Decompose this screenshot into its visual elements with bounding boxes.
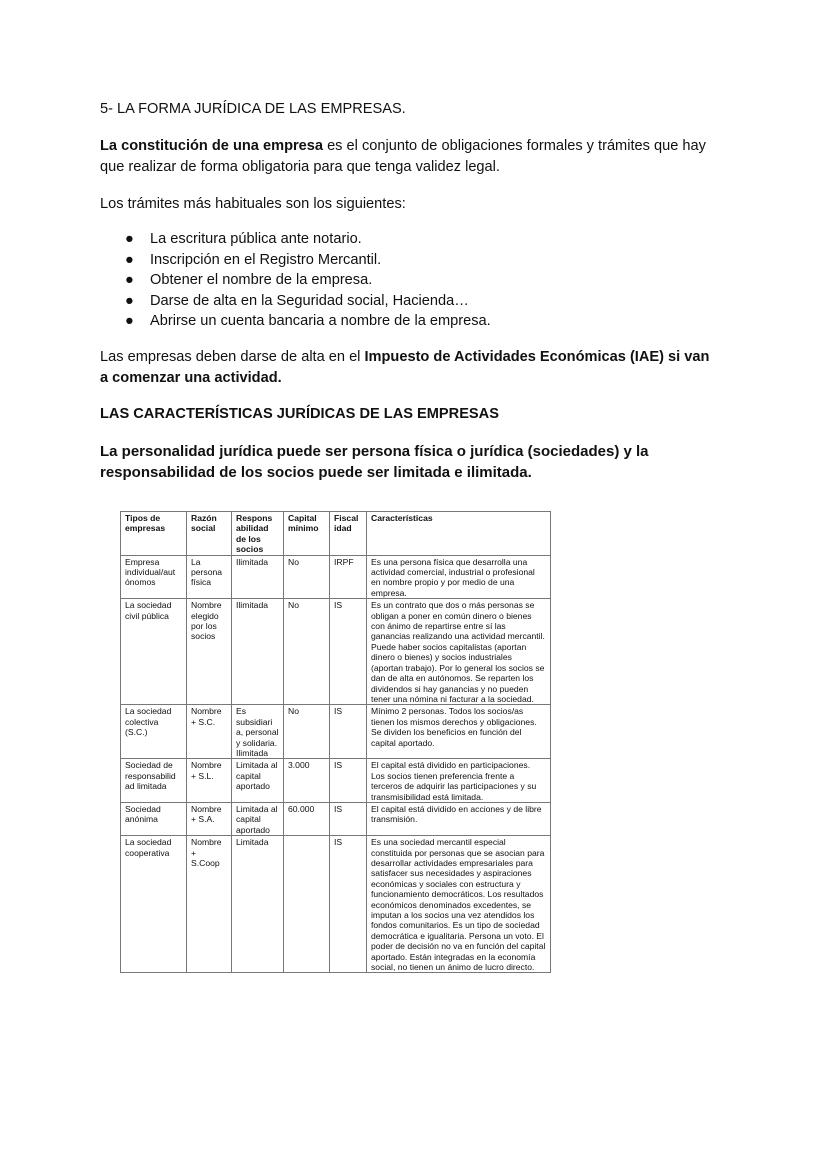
document-title: 5- LA FORMA JURÍDICA DE LAS EMPRESAS.: [100, 101, 406, 117]
cell-capital-minimo: [284, 836, 330, 973]
cell-responsabilidad: Limitada al capital aportado: [232, 759, 284, 803]
cell-razon-social: Nombre elegido por los socios: [187, 599, 232, 705]
table-header-row: [121, 512, 551, 556]
header-capital-minimo: Capital mínimo: [284, 512, 330, 556]
bullet-icon: ●: [125, 292, 134, 309]
cell-tipo: Sociedad de responsabilid ad limitada: [121, 759, 187, 803]
bullet-icon: ●: [125, 272, 134, 288]
cell-fiscalidad: IS: [330, 759, 367, 803]
tramite-item: [125, 291, 491, 312]
cell-capital-minimo: No: [284, 599, 330, 705]
cell-responsabilidad: Ilimitada: [232, 555, 284, 599]
cell-tipo: Empresa individual/aut ónomos: [121, 555, 187, 599]
cell-fiscalidad: IS: [330, 836, 367, 973]
tramite-item: [125, 270, 491, 291]
section-heading: LAS CARACTERÍSTICAS JURÍDICAS DE LAS EMPRESAS: [100, 406, 499, 422]
table-row: [121, 599, 551, 705]
cell-caracteristicas: Es una persona física que desarrolla una actividad comercial, industrial o profesional en nombre propio y por medio de una empresa.: [367, 555, 551, 599]
cell-capital-minimo: 3.000: [284, 759, 330, 803]
tramite-text: Abrirse un cuenta bancaria a nombre de la empresa.: [150, 313, 491, 329]
cell-tipo: Sociedad anónima: [121, 802, 187, 835]
cell-razon-social: La persona física: [187, 555, 232, 599]
header-fiscalidad: Fiscal idad: [330, 512, 367, 556]
tramite-text: Darse de alta en la Seguridad social, Hacienda…: [150, 292, 469, 309]
bullet-icon: ●: [125, 231, 134, 247]
tramite-item: [125, 250, 491, 271]
cell-fiscalidad: IS: [330, 802, 367, 835]
header-tipo: Tipos de empresas: [121, 512, 187, 556]
table-row: [121, 802, 551, 835]
table-row: [121, 759, 551, 803]
bullet-icon: ●: [125, 313, 134, 329]
cell-capital-minimo: 60.000: [284, 802, 330, 835]
cell-capital-minimo: No: [284, 705, 330, 759]
iae-text: Las empresas deben darse de alta en el: [100, 349, 365, 365]
intro-paragraph: [100, 136, 720, 178]
cell-caracteristicas: El capital está dividido en acciones y de libre transmisión.: [367, 802, 551, 835]
tramite-item: [125, 229, 491, 250]
tramite-item: [125, 311, 491, 332]
table-row: [121, 555, 551, 599]
tramite-text: Inscripción en el Registro Mercantil.: [150, 251, 382, 268]
cell-tipo: La sociedad colectiva (S.C.): [121, 705, 187, 759]
legal-forms-table: [120, 511, 551, 973]
header-caracteristicas: Características: [367, 512, 551, 556]
tramites-list: [100, 229, 491, 332]
cell-responsabilidad: Limitada al capital aportado: [232, 802, 284, 835]
cell-responsabilidad: Limitada: [232, 836, 284, 973]
header-responsabilidad: Respons abilidad de los socios: [232, 512, 284, 556]
cell-caracteristicas: El capital está dividido en participaciones. Los socios tienen preferencia frente a terceros de adquirir las participaciones y su transmisibilidad está limitada.: [367, 759, 551, 803]
cell-responsabilidad: Ilimitada: [232, 599, 284, 705]
iae-bold: Impuesto de Actividades Económicas (IAE) si van a comenzar una actividad.: [100, 349, 710, 386]
cell-fiscalidad: IS: [330, 705, 367, 759]
tramite-text: La escritura pública ante notario.: [150, 231, 362, 247]
cell-caracteristicas: Mínimo 2 personas. Todos los socios/as tienen los mismos derechos y obligaciones. Se dividen los beneficios en función del capital aportado.: [367, 705, 551, 759]
header-razon-social: Razón social: [187, 512, 232, 556]
cell-fiscalidad: IRPF: [330, 555, 367, 599]
cell-razon-social: Nombre + S.C.: [187, 705, 232, 759]
cell-caracteristicas: Es un contrato que dos o más personas se obligan a poner en común dinero o bienes con ánimo de repartirse entre sí las ganancias realizando una actividad mercantil. Puede haber socios capitalistas (aportan dinero o bienes) y socios industriales (aportan trabajo). Por lo general los socios se dan de alta en autónomos. Se reparten los dividendos si hay ganancias y no pueden tener una nómina ni facturar a la sociedad.: [367, 599, 551, 705]
intro-bold: La constitución de una empresa: [100, 138, 324, 154]
table-row: [121, 705, 551, 759]
cell-razon-social: Nombre + S.L.: [187, 759, 232, 803]
cell-tipo: La sociedad civil pública: [121, 599, 187, 705]
bullet-icon: ●: [125, 251, 134, 268]
cell-capital-minimo: No: [284, 555, 330, 599]
intro-text: es el conjunto de obligaciones formales y trámites que hay que realizar de forma obligatoria para que tenga validez legal.: [100, 138, 706, 175]
cell-razon-social: Nombre + S.A.: [187, 802, 232, 835]
tramite-text: Obtener el nombre de la empresa.: [150, 272, 373, 288]
cell-fiscalidad: IS: [330, 599, 367, 705]
cell-razon-social: Nombre + S.Coop: [187, 836, 232, 973]
subheading: La personalidad jurídica puede ser persona física o jurídica (sociedades) y la responsabilidad de los socios puede ser limitada e ilimitada.: [100, 443, 649, 481]
iae-paragraph: [100, 347, 715, 389]
cell-tipo: La sociedad cooperativa: [121, 836, 187, 973]
cell-caracteristicas: Es una sociedad mercantil especial constituida por personas que se asocian para desarrollar actividades empresariales para satisfacer sus necesidades y aspiraciones económicas y sociales con estructura y funcionamiento democráticos. Los resultados económicos denominados excedentes, se imputan a los socios una vez atendidos los fondos comunitarios. Es un tipo de sociedad democrática e igualitaria. Persona un voto. El poder de decisión no va en función del capital aportado. Están integradas en la economía social, no tienen un ánimo de lucro directo.: [367, 836, 551, 973]
table-row: [121, 836, 551, 973]
tramites-intro: Los trámites más habituales son los siguientes:: [100, 196, 406, 212]
cell-responsabilidad: Es subsidiari a, personal y solidaria. Ilimitada: [232, 705, 284, 759]
